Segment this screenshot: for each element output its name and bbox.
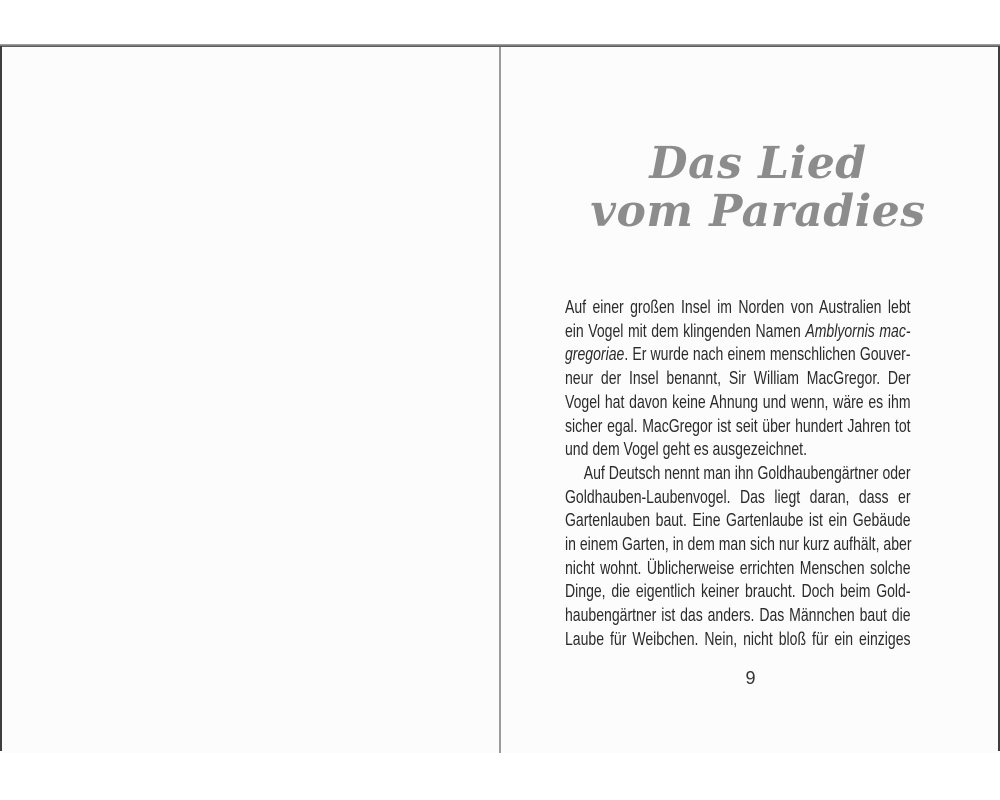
chapter-title-line1: Das Lied: [649, 138, 867, 189]
body-line: Auf Deutsch nennt man ihn Goldhaubengärtner oder: [583, 462, 911, 483]
body-text: [565, 296, 911, 652]
body-line: sicher egal. MacGregor ist seit über hundert Jahren tot: [565, 415, 911, 436]
body-line: haubengärtner ist das anders. Das Männchen baut die: [565, 605, 911, 626]
body-line: Auf einer großen Insel im Norden von Australien lebt: [565, 297, 911, 317]
page-number: 9: [745, 668, 756, 688]
body-line: Dinge, die eigentlich keiner braucht. Doch beim Gold-: [565, 581, 911, 602]
body-line: nicht wohnt. Üblicherweise errichten Menschen solche: [565, 557, 911, 578]
chapter-title-line2: vom Paradies: [590, 186, 926, 237]
chapter-title: [528, 140, 988, 236]
photo-area: [0, 44, 1000, 753]
body-line: ein Vogel mit dem klingenden Namen Amblyornis mac-: [565, 320, 911, 341]
right-page: [501, 44, 1000, 753]
body-line: und dem Vogel geht es ausgezeichnet.: [565, 439, 807, 460]
body-line: neur der Insel benannt, Sir William MacGregor. Der: [565, 368, 911, 389]
body-line: Laube für Weibchen. Nein, nicht bloß für ein einziges: [565, 628, 911, 649]
body-line: Goldhauben-Laubenvogel. Das liegt daran, dass er: [565, 486, 911, 507]
body-line: Gartenlauben baut. Eine Gartenlaube ist ein Gebäude: [565, 510, 911, 531]
body-line: gregoriae. Er wurde nach einem menschlichen Gouver-: [565, 344, 911, 365]
body-line: Vogel hat davon keine Ahnung und wenn, wäre es ihm: [565, 391, 911, 412]
body-line: in einem Garten, in dem man sich nur kurz aufhält, aber: [565, 534, 912, 555]
left-page-blank: [0, 44, 499, 753]
